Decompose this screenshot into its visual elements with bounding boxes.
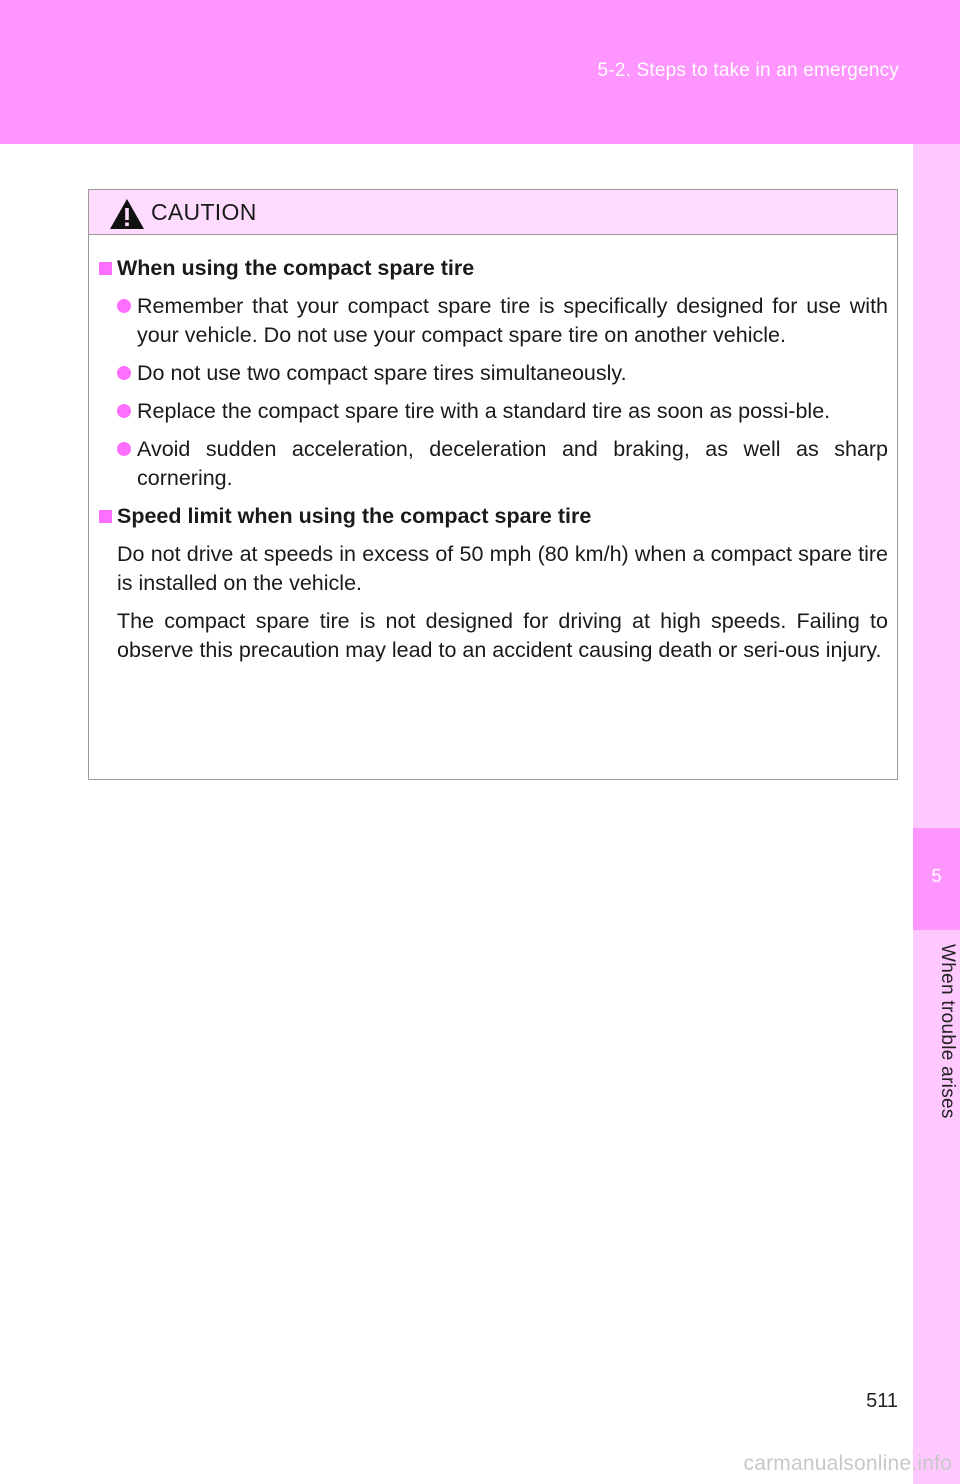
circle-bullet-icon: [117, 442, 131, 456]
list-item: Do not use two compact spare tires simultaneously.: [97, 359, 888, 388]
page-header: [0, 0, 960, 144]
list-item: Replace the compact spare tire with a standard tire as soon as possi-ble.: [97, 397, 888, 426]
caution-box: [88, 189, 898, 780]
square-bullet-icon: [99, 262, 112, 275]
list-item: Avoid sudden acceleration, deceleration and braking, as well as sharp cornering.: [97, 435, 888, 493]
chapter-tab: [913, 828, 960, 930]
circle-bullet-icon: [117, 404, 131, 418]
caution-header: [89, 190, 897, 235]
paragraph: The compact spare tire is not designed for driving at high speeds. Failing to observe this precaution may lead to an accident causing death or seri-ous injury.: [117, 609, 888, 662]
warning-icon: [109, 198, 145, 230]
section-heading: When using the compact spare tire: [97, 254, 888, 283]
circle-bullet-icon: [117, 299, 131, 313]
caution-title: CAUTION: [151, 199, 257, 225]
paragraph: Do not drive at speeds in excess of 50 mph (80 km/h) when a compact spare tire is installed on the vehicle.: [117, 542, 888, 595]
section-title: 5-2. Steps to take in an emergency: [597, 60, 899, 81]
side-strip: [913, 144, 960, 1484]
page-number: 511: [866, 1390, 898, 1412]
chapter-label: When trouble arises: [937, 944, 958, 1119]
list-item: Remember that your compact spare tire is specifically designed for use with your vehicle. Do not use your compact spare tire on another vehicle.: [97, 292, 888, 350]
caution-body: [89, 235, 897, 665]
section-heading: Speed limit when using the compact spare tire: [97, 502, 888, 531]
circle-bullet-icon: [117, 366, 131, 380]
chapter-number: 5: [931, 866, 942, 886]
watermark: carmanualsonline.info: [743, 1452, 952, 1475]
square-bullet-icon: [99, 510, 112, 523]
